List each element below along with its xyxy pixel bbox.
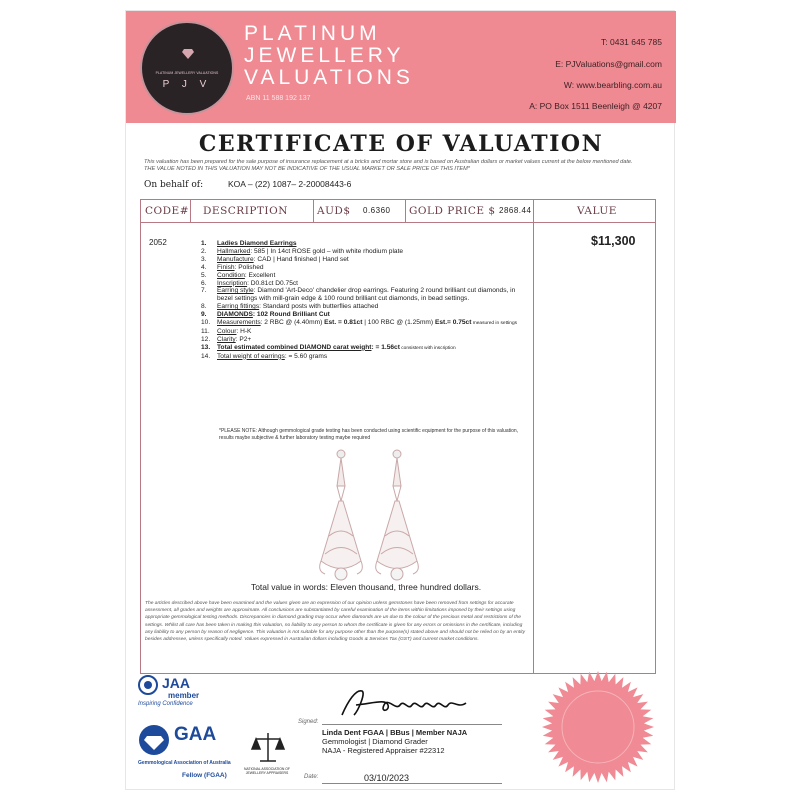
earrings-photo <box>299 446 439 591</box>
brand-line: VALUATIONS <box>244 66 414 89</box>
disclaimer <box>144 159 664 173</box>
header-gold-price: GOLD PRICE $ <box>409 205 496 217</box>
on-behalf-value: KOA – (22) 1087– 2-20008443-6 <box>228 179 352 189</box>
on-behalf-label: On behalf of: <box>144 180 204 190</box>
signer-name: Linda Dent FGAA | BBus | Member NAJA <box>322 728 468 737</box>
signature-line <box>322 724 502 725</box>
brand-line: JEWELLERY <box>244 44 405 67</box>
list-item: 11. Colour: H-K <box>201 327 252 335</box>
contact-email: E: PJValuations@gmail.com <box>555 59 662 69</box>
list-item: 5. Condition: Excellent <box>201 271 276 279</box>
item-code: 2052 <box>149 238 167 247</box>
list-item: 13. Total estimated combined DIAMOND carat weight: = 1.56ct consistent with inscription <box>201 343 456 351</box>
naja-scales-icon <box>250 729 286 765</box>
column-divider <box>533 200 534 673</box>
gaa-name: GAA <box>174 724 217 745</box>
signer-role: Gemmologist | Diamond Grader <box>322 737 428 746</box>
seal-icon <box>538 667 658 787</box>
gaa-full-name: Gemmological Association of Australia <box>138 760 231 766</box>
date-value: 03/10/2023 <box>364 773 410 783</box>
list-item: 6. Inscription: D0.81ct D0.75ct <box>201 279 299 287</box>
list-item: 9. DIAMONDS: 102 Round Brilliant Cut <box>201 311 330 319</box>
date-label: Date: <box>304 774 319 780</box>
total-in-words: Total value in words: Eleven thousand, three hundred dollars. <box>250 582 482 592</box>
diamond-icon <box>182 49 194 59</box>
logo-initials: P J V <box>162 79 212 90</box>
disclaimer-line: THE VALUE NOTED IN THIS VALUATION MAY NOT BE INDICATIVE OF THE USUAL MARKET OR SALE PRICE OF THIS ITEM* <box>144 166 470 172</box>
gaa-emblem-icon <box>138 724 170 756</box>
aud-rate: 0.6360 <box>363 206 391 215</box>
certificate-title: CERTIFICATE OF VALUATION <box>198 131 604 157</box>
legal-terms: The articles described above have been examined and the values given are an expression of our opinion unless gemstones have been removed from settings for accurate assessment, all grades and weights are approximate. All conclusions are substantiated by careful examination of the items within limitations imposed by their settings using appropriate gemmological testing methods. Discrepancies in diamond grading may occur when diamonds are un due to the colour of the precious metal and restrictions of the settings. Whilst all care has been taken in making this valuation, no liability to any person to whom the certificate is given for any errors or omissions in the certificate, including any liability to any person by reason of negligence. This valuation is not suitable for any purpose other than the purpose(s) stated above and should not be relied on by an entity besides addressee, unless specifically noted. Values expressed in Australian dollars including Goods & Services Tax (GST) and current market conditions. <box>145 601 526 643</box>
contact-address: A: PO Box 1511 Beenleigh @ 4207 <box>529 101 662 111</box>
gaa-fellow: Fellow (FGAA) <box>182 772 227 779</box>
brand-name <box>244 23 414 89</box>
header-value: VALUE <box>577 205 617 217</box>
left-earring <box>320 450 363 580</box>
list-item: 7. Earring style: Diamond 'Art-Deco' chandelier drop earrings. Featuring 2 round brilliant cut diamonds, in bezel settings with mill-grain edge & 100 round brilliant cut diamonds, in bead settings. <box>201 287 516 303</box>
column-divider <box>405 200 406 222</box>
contact-website: W: www.bearbling.com.au <box>563 80 662 90</box>
list-item: 10. Measurements: 2 RBC @ (4.40mm) Est. = 0.81ct | 100 RBC @ (1.25mm) Est.= 0.75ct measured in settings <box>201 319 518 327</box>
header-banner <box>126 11 676 123</box>
disclaimer-line: This valuation has been prepared for the sale purpose of insurance replacement at a bricks and mortar store and is based on Australian dollars or market values current at the below mentioned date. <box>144 159 633 165</box>
on-behalf-of <box>144 179 351 190</box>
list-item: 4. Finish: Polished <box>201 263 264 271</box>
valuation-table <box>140 199 656 674</box>
signed-label: Signed: <box>298 719 319 725</box>
contact-phone: T: 0431 645 785 <box>601 37 662 47</box>
jaa-member: member <box>168 691 200 700</box>
signer-details <box>322 728 467 755</box>
date-line <box>322 783 502 784</box>
list-item: 8. Earring fittings: Standard posts with butterflies attached <box>201 303 379 311</box>
list-item: 2. Hallmarked: 585 | In 14ct ROSE gold – with white rhodium plate <box>201 247 404 255</box>
jaa-tagline: Inspiring Confidence <box>138 701 193 707</box>
header-description: DESCRIPTION <box>203 205 288 217</box>
column-divider <box>190 200 191 222</box>
naja-caption: NATIONAL ASSOCIATION OF JEWELLERY APPRAISERS <box>244 767 290 775</box>
pjv-logo <box>140 21 234 115</box>
gold-price-value: 2868.44 <box>499 206 532 215</box>
logo-subtitle: PLATINUM JEWELLERY VALUATIONS <box>155 71 219 75</box>
list-item: 3. Manufacture: CAD | Hand finished | Hand set <box>201 255 349 263</box>
header-code: CODE# <box>145 205 190 217</box>
brand-line: PLATINUM <box>244 22 381 45</box>
signature <box>334 681 484 723</box>
certificate-sheet <box>125 10 675 790</box>
header-aud: AUD$ <box>317 205 351 217</box>
column-divider <box>313 200 314 222</box>
item-description-list <box>201 240 531 361</box>
jaa-globe-icon <box>138 675 158 695</box>
abn-number: ABN 11 588 192 137 <box>246 95 311 102</box>
gaa-logo <box>138 724 231 779</box>
jaa-name: JAA <box>162 675 191 691</box>
testing-note: *PLEASE NOTE: Although gemmological grade testing has been conducted using scientific equipment for the purpose of this valuation, results maybe subjective & further laboratory testing maybe required <box>219 428 519 441</box>
list-item: 14. Total weight of earrings: = 5.60 grams <box>201 352 328 360</box>
table-header <box>141 200 655 223</box>
jaa-logo <box>138 675 200 707</box>
list-item: 12. Clarity: P2+ <box>201 335 252 343</box>
right-earring <box>376 450 419 580</box>
list-item: 1. Ladies Diamond Earrings <box>201 240 297 247</box>
signer-registration: NAJA - Registered Appraiser #22312 <box>322 746 445 755</box>
item-value: $11,300 <box>591 234 636 248</box>
